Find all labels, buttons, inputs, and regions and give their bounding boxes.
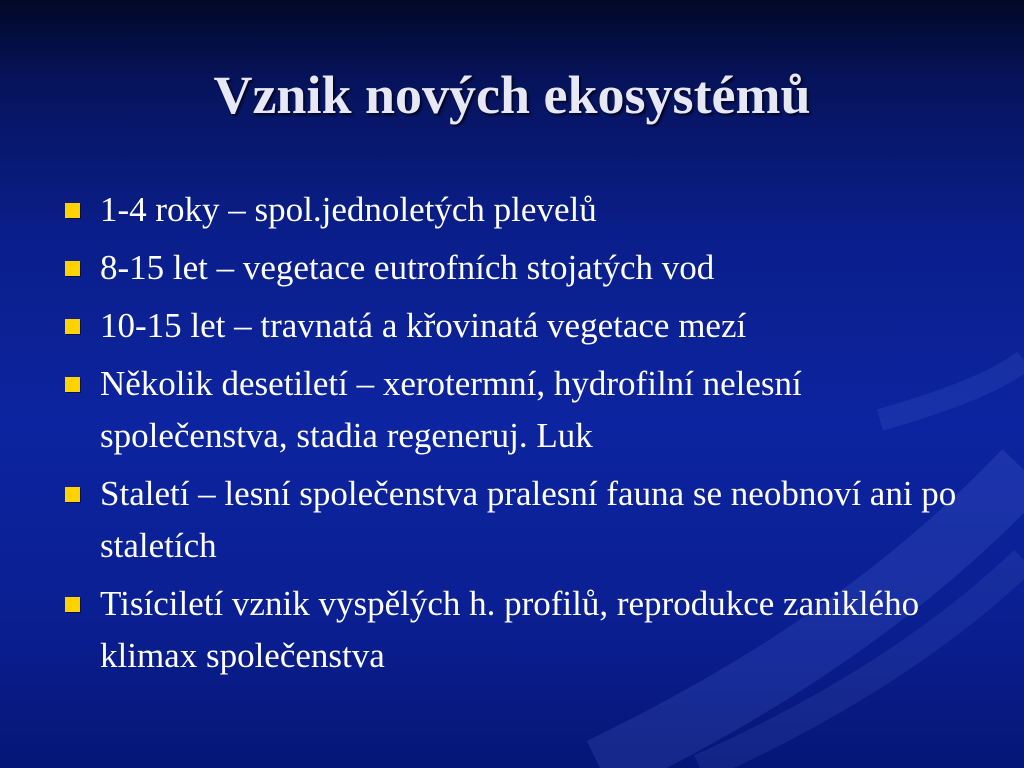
slide-title: Vznik nových ekosystémů [213,65,811,125]
bullet-text: 1-4 roky – spol.jednoletých plevelů [100,190,597,229]
bullet-text: Staletí – lesní společenstva pralesní fauna se neobnoví ani po staletích [100,474,957,565]
bullet-item [60,468,990,572]
bullet-text: 10-15 let – travnatá a křovinatá vegetace mezí [100,306,747,345]
square-bullet-icon [65,487,80,502]
square-bullet-icon [65,597,80,612]
square-bullet-icon [65,319,80,334]
bullet-item [60,242,990,294]
square-bullet-icon [65,261,80,276]
bullet-text: Několik desetiletí – xerotermní, hydrofilní nelesní společenstva, stadia regeneruj. Luk [100,364,802,455]
bullet-item [60,300,990,352]
bullet-item [60,578,990,682]
square-bullet-icon [65,203,80,218]
bullet-item [60,184,990,236]
bullet-text: 8-15 let – vegetace eutrofních stojatých vod [100,248,715,287]
bullet-list [60,184,990,688]
square-bullet-icon [65,377,80,392]
bullet-item [60,358,990,462]
bullet-text: Tisíciletí vznik vyspělých h. profilů, reprodukce zaniklého klimax společenstva [100,584,920,675]
